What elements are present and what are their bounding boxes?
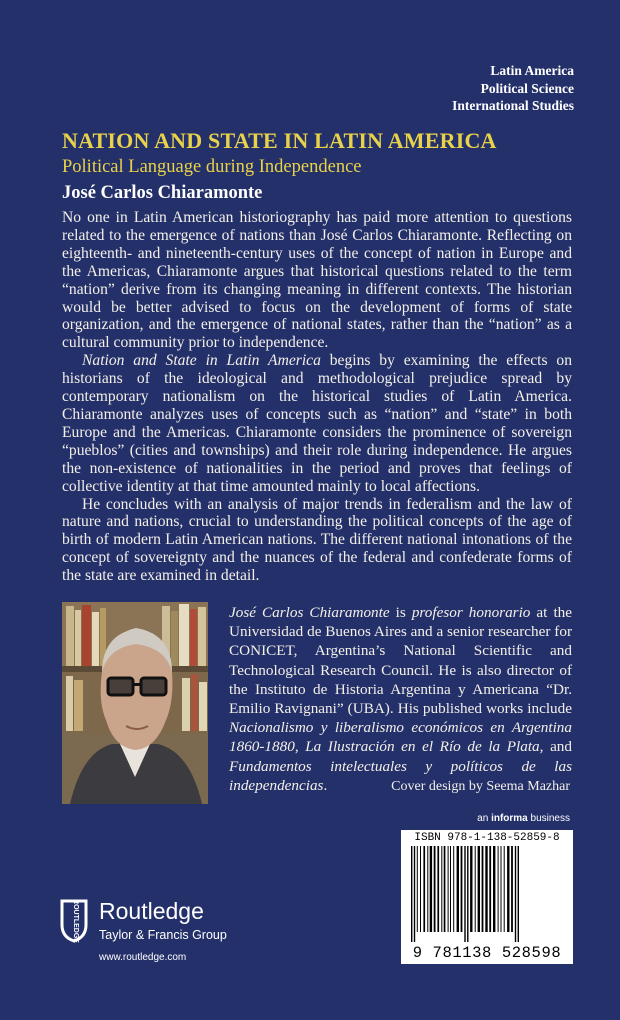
ean-digits: 9 781138 528598 xyxy=(412,944,562,962)
author-biography xyxy=(229,603,572,795)
bio-honorific: profesor honorario xyxy=(411,604,531,621)
bio-text: , xyxy=(294,738,306,756)
barcode-bar xyxy=(450,846,451,932)
barcode-bar xyxy=(414,846,415,942)
bio-author-name: José Carlos Chiaramonte xyxy=(229,604,390,621)
bio-text: . xyxy=(323,776,328,794)
book-author: José Carlos Chiaramonte xyxy=(62,183,263,203)
barcode-bar xyxy=(457,846,459,932)
barcode-bar xyxy=(453,846,454,932)
barcode-bar xyxy=(434,846,436,932)
author-portrait-illustration xyxy=(62,602,208,804)
barcode-bar xyxy=(511,846,513,932)
barcode-bar xyxy=(504,846,505,932)
bio-work-title: La Ilustración en el Río de la Plata xyxy=(305,738,540,756)
bio-work-title: Fundamentos intelectuales y políticos de las independencias xyxy=(229,757,572,794)
barcode-bar xyxy=(464,846,465,942)
barcode-bar xyxy=(478,846,480,932)
barcode-bar xyxy=(485,846,487,932)
barcode-bar xyxy=(441,846,442,932)
bio-work-title: Nacionalismo y liberalismo económicos en Argentina 1860-1880 xyxy=(229,719,572,756)
bio-paragraph xyxy=(229,603,572,795)
publisher-website[interactable]: www.routledge.com xyxy=(99,952,187,963)
barcode-bar xyxy=(518,846,519,942)
barcode-bar xyxy=(489,846,491,932)
informa-text: an xyxy=(477,813,492,824)
logo-wordmark: ROUTLEDGE xyxy=(72,899,79,943)
barcode-bar xyxy=(470,846,472,932)
description-paragraph xyxy=(62,352,572,495)
barcode-bar xyxy=(482,846,484,932)
description-text: begins by examining the effects on historians of the ideological and methodological prejudice spread by contemporary nationalism on the historical studies of Latin America. Chiaramonte analyzes uses of concepts such as “nation” and “state” in both Europe and the Americas. Chiaramonte considers the prominence of sovereign “pueblos” (cities and townships) and their role during independence. He argues the non-existence of nationalities in the period and proves that feelings of collective identity at that time amounted mainly to local affections. xyxy=(62,352,573,495)
barcode-bar xyxy=(515,846,516,942)
bio-text: is xyxy=(389,604,412,621)
description-paragraph: No one in Latin American historiography has paid more attention to questions related to the emergence of nations than José Carlos Chiaramonte. Reflecting on eighteenth- and nineteenth-century uses of the concept of nation in Europe and the Americas, Chiaramonte argues that historical questions related to the term “nation” derive from its changing meaning in different contexts. The historian would be better advised to focus on the development of forms of state organization, and the emergence of national states, rather than the “nation” as a cultural community prior to independence. xyxy=(62,209,572,352)
barcode-bar xyxy=(417,846,418,932)
category-label: International Studies xyxy=(452,98,574,113)
barcode-bar xyxy=(448,846,449,932)
category-label: Political Science xyxy=(480,80,574,96)
barcode-bar xyxy=(437,846,439,932)
barcode-bar xyxy=(498,846,499,932)
barcode-bar xyxy=(475,846,476,932)
barcode-bar xyxy=(423,846,425,932)
book-title: NATION AND STATE IN LATIN AMERICA xyxy=(62,128,497,153)
book-title-italic: Nation and State in Latin America xyxy=(82,352,321,370)
routledge-logo-icon xyxy=(58,897,90,945)
publisher-name: Routledge xyxy=(99,898,204,924)
barcode-bar xyxy=(444,846,446,932)
category-label: Latin America xyxy=(490,63,574,78)
barcode-bar xyxy=(493,846,495,932)
bio-text: at the Universidad de Buenos Aires and a senior researcher for CONICET, Argentina’s National Scientific and Technological Research Council. He is also director of the Instituto de Historia Argentina y Americana “Dr. Emilio Ravignani” (UBA). His published works include xyxy=(229,604,572,718)
barcode-bars xyxy=(409,846,565,942)
barcode-bar xyxy=(430,846,432,932)
isbn-barcode xyxy=(401,830,573,964)
subject-categories xyxy=(452,62,574,115)
barcode-bar xyxy=(501,846,502,932)
barcode-bar xyxy=(461,846,463,932)
barcode-bar xyxy=(467,846,468,942)
informa-business-tag xyxy=(477,813,570,824)
barcode-bar xyxy=(420,846,421,932)
publisher-group: Taylor & Francis Group xyxy=(99,928,227,942)
description-paragraph: He concludes with an analysis of major trends in federalism and the law of nature and nations, crucial to understanding the political concepts of the age of birth of modern Latin American nations. The different national intonations of the concept of sovereignty and the nuances of the federal and confederate forms of the state are examined in detail. xyxy=(62,495,572,585)
informa-text: business xyxy=(527,813,570,824)
bio-text: , and xyxy=(539,738,572,756)
barcode-bar xyxy=(411,846,412,942)
informa-brand: informa xyxy=(491,813,528,824)
cover-design-credit: Cover design by Seema Mazhar xyxy=(391,779,570,794)
isbn-text: ISBN 978-1-138-52859-8 xyxy=(414,832,560,844)
barcode-bar xyxy=(507,846,509,932)
book-description xyxy=(62,209,572,585)
author-photo xyxy=(62,602,208,804)
barcode-bar xyxy=(427,846,428,932)
book-subtitle: Political Language during Independence xyxy=(62,157,362,177)
